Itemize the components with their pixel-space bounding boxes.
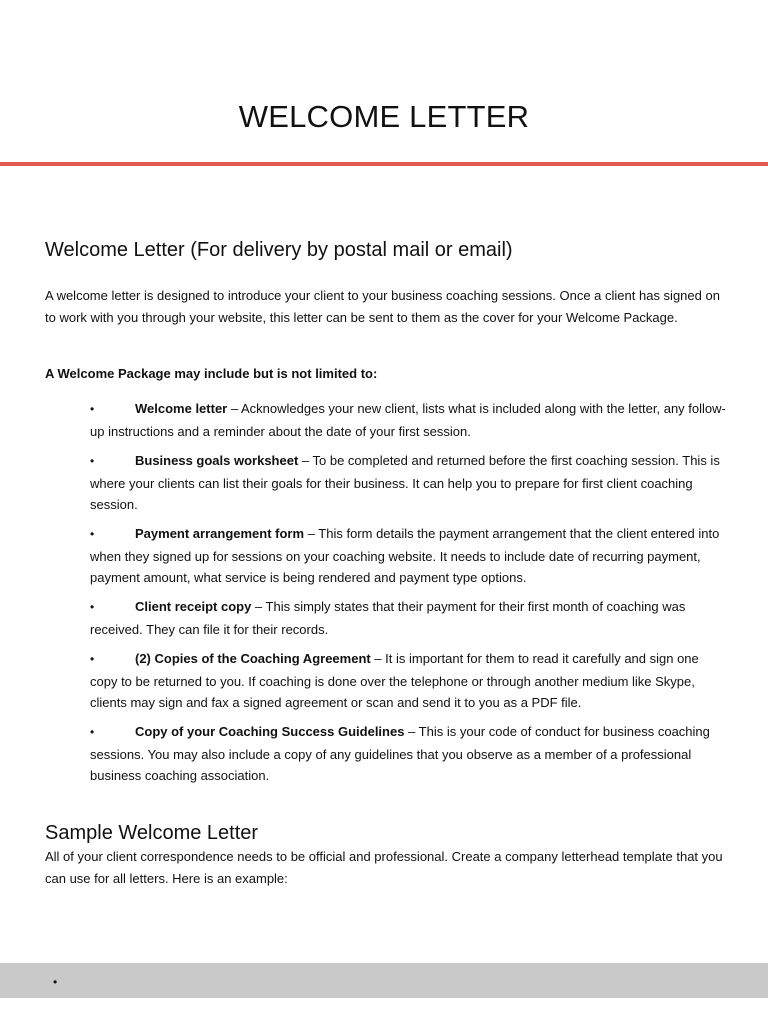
item-term: Welcome letter [135, 401, 228, 416]
item-text: – This is your code of conduct for business coaching sessions. You may also include a copy of any guidelines that you observe as a member of a professional business coaching association. [90, 724, 710, 783]
bullet-icon: • [90, 454, 95, 468]
list-item [90, 398, 726, 442]
item-text: – This form details the payment arrangement that the client entered into when they signed up for sessions on your coaching website. It needs to include date of recurring payment, payment amount, what service is being rendered and payment type options. [90, 526, 720, 585]
item-text: – It is important for them to read it carefully and sign one copy to be returned to you. If coaching is done over the telephone or through another medium like Skype, clients may sign and fax a signed agreement or scan and send it to you as a PDF file. [90, 651, 699, 710]
list-item [90, 450, 726, 516]
item-text: – This simply states that their payment for their first month of coaching was received. They can file it for their records. [90, 599, 686, 637]
bullet-icon: • [90, 652, 95, 666]
item-term: Client receipt copy [135, 599, 252, 614]
item-term: (2) Copies of the Coaching Agreement [135, 651, 371, 666]
title-divider [0, 162, 768, 166]
item-term: Copy of your Coaching Success Guidelines [135, 724, 405, 739]
list-item [90, 523, 726, 589]
bullet-icon: • [90, 527, 95, 541]
item-term: Payment arrangement form [135, 526, 305, 541]
section-heading-welcome-letter: Welcome Letter (For delivery by postal mail or email) [45, 239, 513, 261]
list-item [90, 721, 726, 787]
sample-paragraph: All of your client correspondence needs to be official and professional. Create a company letterhead template that you can use for all letters. Here is an example: [45, 849, 723, 886]
bullet-icon: • [90, 402, 95, 416]
item-text: – Acknowledges your new client, lists what is included along with the letter, any follow-up instructions and a reminder about the date of your first session. [90, 401, 726, 439]
package-heading: A Welcome Package may include but is not limited to: [45, 366, 378, 381]
intro-paragraph: A welcome letter is designed to introduce your client to your business coaching sessions. Once a client has signed on to work with you through your website, this letter can be sent to them as the cover for your Welcome Package. [45, 288, 720, 325]
item-term: Business goals worksheet [135, 453, 299, 468]
footer-bar [0, 963, 768, 998]
bullet-icon: • [90, 600, 95, 614]
footer-bullet-icon: • [53, 975, 58, 989]
page-title: WELCOME LETTER [238, 99, 530, 134]
bullet-icon: • [90, 725, 95, 739]
list-item [90, 596, 726, 640]
list-item [90, 648, 726, 714]
item-text: – To be completed and returned before the first coaching session. This is where your clients can list their goals for their business. It can help you to prepare for first client coaching session. [90, 453, 720, 512]
section-heading-sample-welcome-letter: Sample Welcome Letter [45, 822, 259, 844]
